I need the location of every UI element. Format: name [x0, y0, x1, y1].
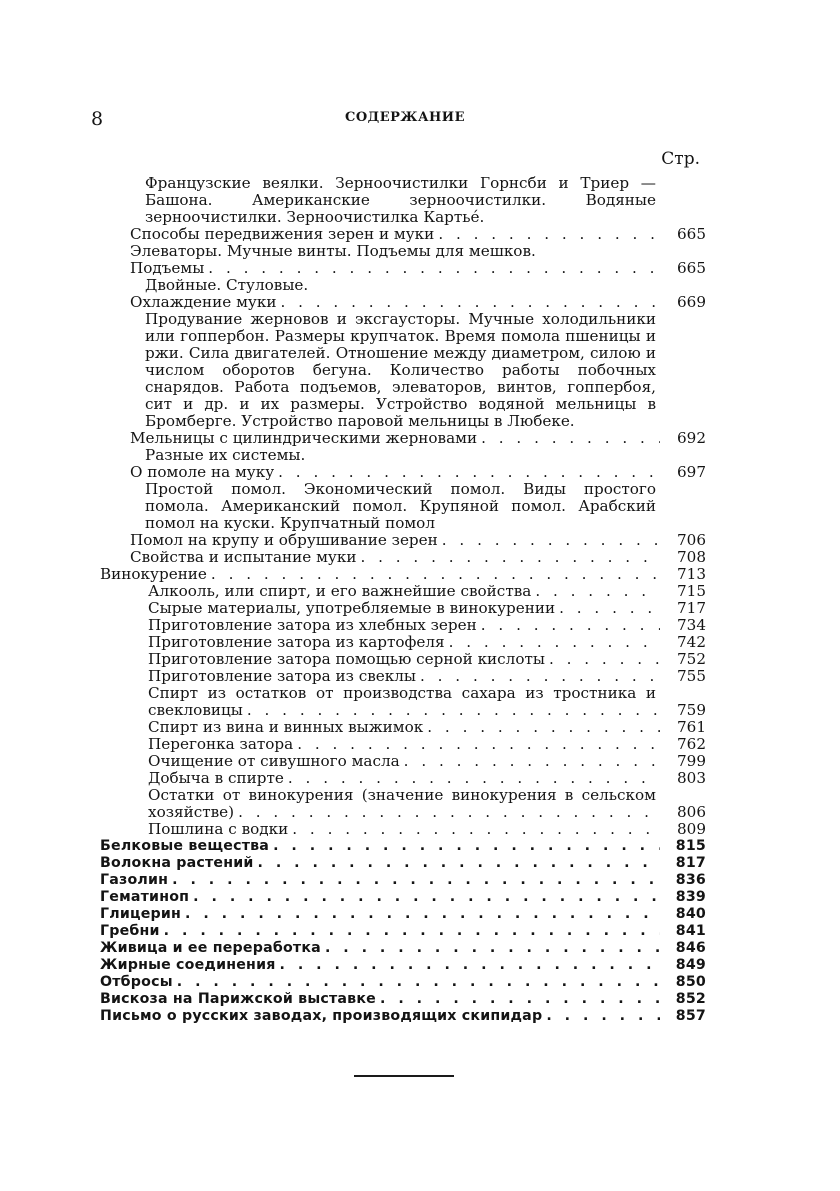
toc-entry [100, 821, 706, 838]
toc-page-number: 734 [677, 616, 706, 634]
dot-leader [297, 736, 660, 753]
toc-page-number: 761 [677, 718, 706, 736]
toc-entry-title: Свойства и испытание муки [130, 548, 357, 566]
toc-page-number: 715 [677, 582, 706, 600]
toc-entry [100, 430, 706, 447]
toc-page-number: 669 [677, 293, 706, 311]
toc-entry-title: Способы передвижения зерен и муки [130, 225, 435, 243]
toc-entry-title: Письмо о русских заводах, производящих скипидар [100, 1008, 543, 1024]
toc-entry-title: Спирт из вина и винных выжимок [148, 718, 424, 736]
toc-entry-title: Спирт из остатков от производства сахара из тростника и [148, 684, 656, 702]
dot-leader [208, 260, 660, 277]
toc-entry [100, 736, 706, 753]
page-column-label: Стр. [661, 149, 700, 169]
toc-page-number: 752 [677, 650, 706, 668]
toc-entry-title: Вискоза на Парижской выставке [100, 991, 376, 1007]
toc-entry [100, 787, 706, 821]
toc-entry [100, 974, 706, 991]
dot-leader [535, 583, 660, 600]
toc-entry [100, 600, 706, 617]
toc-entry [100, 872, 706, 889]
dot-leader [380, 991, 660, 1008]
toc-description: Простой помол. Экономический помол. Виды простого помола. Американский помол. Крупяной помол. Арабский помол на куски. Крупчатный помол [145, 480, 656, 532]
toc-entry [100, 855, 706, 872]
toc-entry-title: Гематиноп [100, 889, 190, 905]
toc-entry-title: Мельницы с цилиндрическими жерновами [130, 429, 478, 447]
toc-page-number: 799 [677, 752, 706, 770]
toc-entry [100, 617, 706, 634]
dot-leader [273, 838, 660, 855]
toc-entry [100, 753, 706, 770]
toc-entry-title: Перегонка затора [148, 735, 294, 753]
toc-page-number: 762 [677, 735, 706, 753]
toc-entry-title: Приготовление затора помощью серной кислоты [148, 650, 545, 668]
toc-description: Элеваторы. Мучные винты. Подъемы для мешков. [130, 242, 536, 260]
dot-leader [481, 430, 660, 447]
toc-page-number: 706 [677, 531, 706, 549]
toc-entry [100, 1008, 706, 1025]
dot-leader [360, 549, 660, 566]
dot-leader [546, 1008, 660, 1025]
toc-page-number: 806 [677, 803, 706, 821]
toc-page-number: 852 [675, 991, 706, 1007]
page-number: 8 [91, 108, 104, 130]
toc-entry [100, 940, 706, 957]
toc-entry [100, 719, 706, 736]
table-of-contents [100, 175, 706, 1025]
dot-leader [211, 566, 660, 583]
toc-page-number: 665 [677, 225, 706, 243]
toc-entry-title: Гребни [100, 923, 160, 939]
dot-leader [238, 804, 660, 821]
toc-page-number: 815 [675, 838, 706, 854]
footer-rule [354, 1075, 454, 1077]
toc-page-number: 846 [675, 940, 706, 956]
toc-page-number: 840 [675, 906, 706, 922]
dot-leader [280, 957, 660, 974]
toc-page-number: 717 [677, 599, 706, 617]
toc-page-number: 850 [675, 974, 706, 990]
toc-entry-title: Остатки от винокурения (значение винокурения в сельском [148, 786, 656, 804]
toc-entry [100, 889, 706, 906]
toc-entry-title: Приготовление затора из хлебных зерен [148, 616, 477, 634]
toc-entry [100, 566, 706, 583]
toc-page-number: 742 [677, 633, 706, 651]
toc-page-number: 841 [675, 923, 706, 939]
toc-entry [100, 906, 706, 923]
toc-entry-title-continued: хозяйстве) [148, 803, 235, 821]
toc-entry [100, 532, 706, 549]
toc-entry-title: Охлаждение муки [130, 293, 277, 311]
toc-page-number: 759 [677, 701, 706, 719]
toc-page-number: 692 [677, 429, 706, 447]
dot-leader [288, 770, 660, 787]
toc-entry-title: Белковые вещества [100, 838, 270, 854]
toc-page-number: 803 [677, 769, 706, 787]
toc-page-number: 708 [677, 548, 706, 566]
toc-entry [100, 685, 706, 719]
toc-entry-title: Добыча в спирте [148, 769, 284, 787]
toc-entry [100, 991, 706, 1008]
toc-entry-title: Подъемы [130, 259, 205, 277]
toc-entry-title: Волокна растений [100, 855, 254, 871]
toc-entry-title: Алкооль, или спирт, и его важнейшие свойства [148, 582, 532, 600]
toc-page-number: 857 [675, 1008, 706, 1024]
toc-entry [100, 260, 706, 277]
dot-leader [247, 702, 660, 719]
dot-leader [481, 617, 660, 634]
toc-entry [100, 957, 706, 974]
toc-entry-title: Винокурение [100, 565, 207, 583]
toc-description: Французские веялки. Зерноочистилки Горнсби и Триер — Башона. Американские зерноочистилки. Водяные зерноочистилки. Зерноочистилка Картьé. [145, 174, 656, 226]
toc-entry-title: Отбросы [100, 974, 173, 990]
toc-page-number: 849 [675, 957, 706, 973]
dot-leader [193, 889, 660, 906]
dot-leader [292, 821, 660, 838]
toc-entry [100, 583, 706, 600]
toc-entry-title: О помоле на муку [130, 463, 275, 481]
toc-entry [100, 651, 706, 668]
dot-leader [185, 906, 660, 923]
toc-entry [100, 634, 706, 651]
toc-page-number: 839 [675, 889, 706, 905]
dot-leader [172, 872, 660, 889]
dot-leader [442, 532, 660, 549]
toc-entry [100, 226, 706, 243]
toc-entry-title: Пошлина с водки [148, 820, 289, 838]
dot-leader [549, 651, 660, 668]
dot-leader [325, 940, 660, 957]
dot-leader [278, 464, 660, 481]
running-head: СОДЕРЖАНИЕ [344, 110, 466, 125]
toc-page-number: 697 [677, 463, 706, 481]
toc-entry-title: Жирные соединения [100, 957, 276, 973]
toc-entry-title: Газолин [100, 872, 169, 888]
toc-description: Продувание жерновов и эксгаусторы. Мучные холодильники или гоппербон. Размеры крупчаток. Время помола пшеницы и ржи. Сила двигателей. Отношение между диаметром, силою и числом оборотов бегуна. Количество работы побочных снарядов. Работа подъемов, элеваторов, винтов, гоппербоя, сит и др. и их размеры. Устройство водяной мельницы в Бромберге. Устройство паровой мельницы в Любеке. [145, 310, 656, 430]
dot-leader [164, 923, 660, 940]
toc-entry [100, 770, 706, 787]
toc-entry [100, 549, 706, 566]
toc-entry-title: Приготовление затора из картофеля [148, 633, 445, 651]
toc-page-number: 817 [675, 855, 706, 871]
dot-leader [258, 855, 660, 872]
toc-entry [100, 838, 706, 855]
toc-entry-title: Сырые материалы, употребляемые в винокурении [148, 599, 556, 617]
dot-leader [280, 294, 660, 311]
toc-page-number: 809 [677, 820, 706, 838]
toc-page-number: 713 [677, 565, 706, 583]
toc-description: Разные их системы. [145, 446, 306, 464]
dot-leader [177, 974, 660, 991]
dot-leader [420, 668, 660, 685]
toc-entry-title-continued: свекловицы [148, 701, 243, 719]
toc-page-number: 665 [677, 259, 706, 277]
dot-leader [559, 600, 660, 617]
dot-leader [449, 634, 660, 651]
dot-leader [404, 753, 660, 770]
toc-entry-title: Глицерин [100, 906, 182, 922]
toc-entry [100, 464, 706, 481]
toc-entry-title: Помол на крупу и обрушивание зерен [130, 531, 438, 549]
toc-entry-title: Очищение от сивушного масла [148, 752, 400, 770]
toc-page-number: 755 [677, 667, 706, 685]
dot-leader [427, 719, 660, 736]
toc-entry [100, 668, 706, 685]
toc-entry-title: Живица и ее переработка [100, 940, 321, 956]
toc-page-number: 836 [675, 872, 706, 888]
dot-leader [438, 226, 660, 243]
toc-description: Двойные. Стуловые. [145, 276, 309, 294]
toc-entry [100, 294, 706, 311]
toc-entry-title: Приготовление затора из свеклы [148, 667, 416, 685]
toc-entry [100, 923, 706, 940]
